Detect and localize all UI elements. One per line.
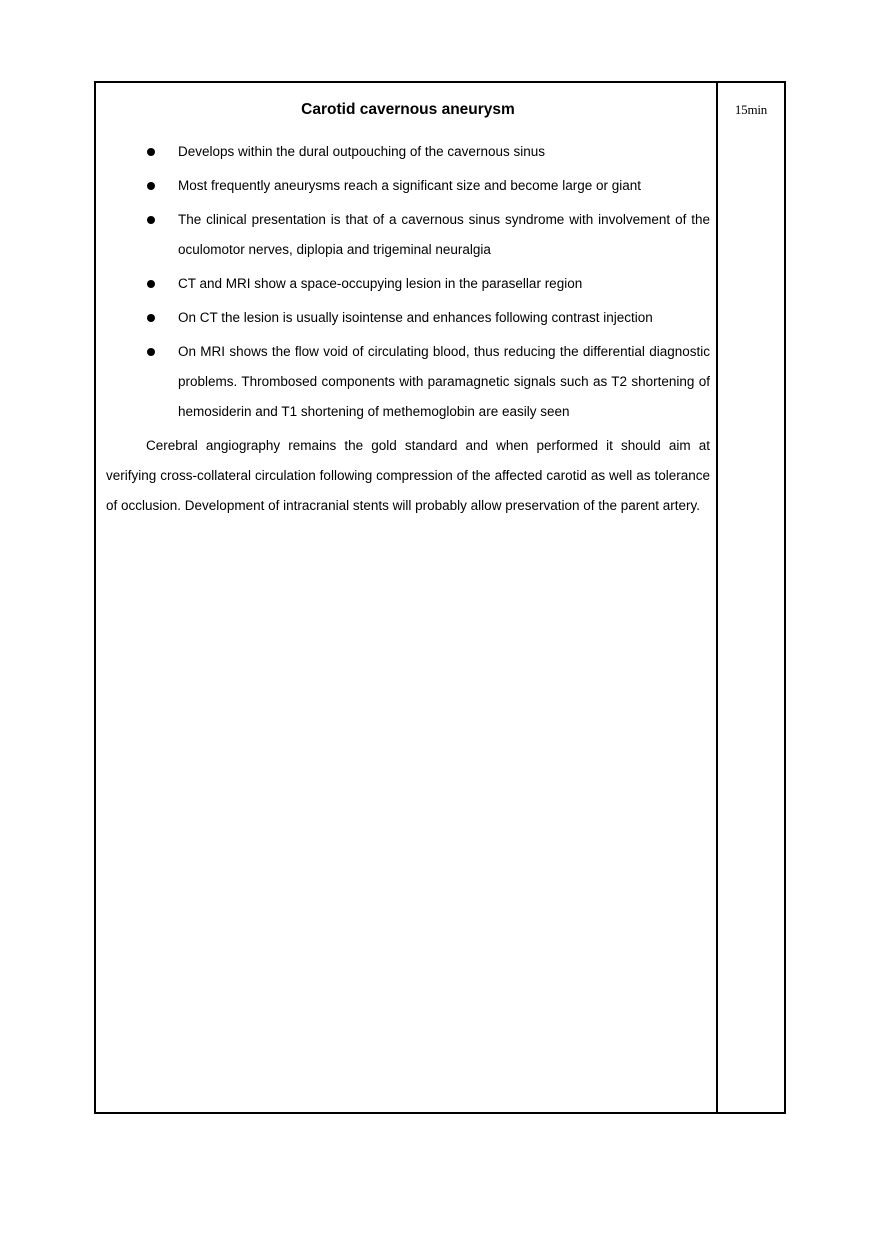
main-cell [106,83,710,521]
bullet-dot-icon [147,348,155,356]
bullet-dot-icon [147,216,155,224]
bullet-dot-icon [147,182,155,190]
bullet-item [178,205,710,265]
bullet-text: Most frequently aneurysms reach a significant size and become large or giant [178,178,641,193]
bullet-text: Develops within the dural outpouching of the cavernous sinus [178,144,545,159]
bullet-text: CT and MRI show a space-occupying lesion in the parasellar region [178,276,583,291]
duration-label: 15min [734,102,768,117]
bullet-item [178,303,710,333]
bullet-dot-icon [147,314,155,322]
bullet-list [106,137,710,427]
bullet-item [178,269,710,299]
bullet-item [178,137,710,167]
bullet-text: On MRI shows the flow void of circulating blood, thus reducing the differential diagnostic problems. Thrombosed components with paramagnetic signals such as T2 shortening of hemosiderin and T1 shortening of methemoglobin are easily seen [178,344,710,419]
bullet-item [178,337,710,427]
body-paragraph: Cerebral angiography remains the gold standard and when performed it should aim at verifying cross-collateral circulation following compression of the affected carotid as well as tolerance of occlusion. Development of intracranial stents will probably allow preservation of the parent artery. [106,438,710,513]
bullet-text: The clinical presentation is that of a cavernous sinus syndrome with involvement of the oculomotor nerves, diplopia and trigeminal neuralgia [178,212,710,257]
bullet-text: On CT the lesion is usually isointense and enhances following contrast injection [178,310,653,325]
bullet-dot-icon [147,148,155,156]
section-title: Carotid cavernous aneurysm [301,101,515,118]
bullet-item [178,171,710,201]
column-divider [716,83,718,1112]
bullet-dot-icon [147,280,155,288]
content-table [94,81,786,1114]
